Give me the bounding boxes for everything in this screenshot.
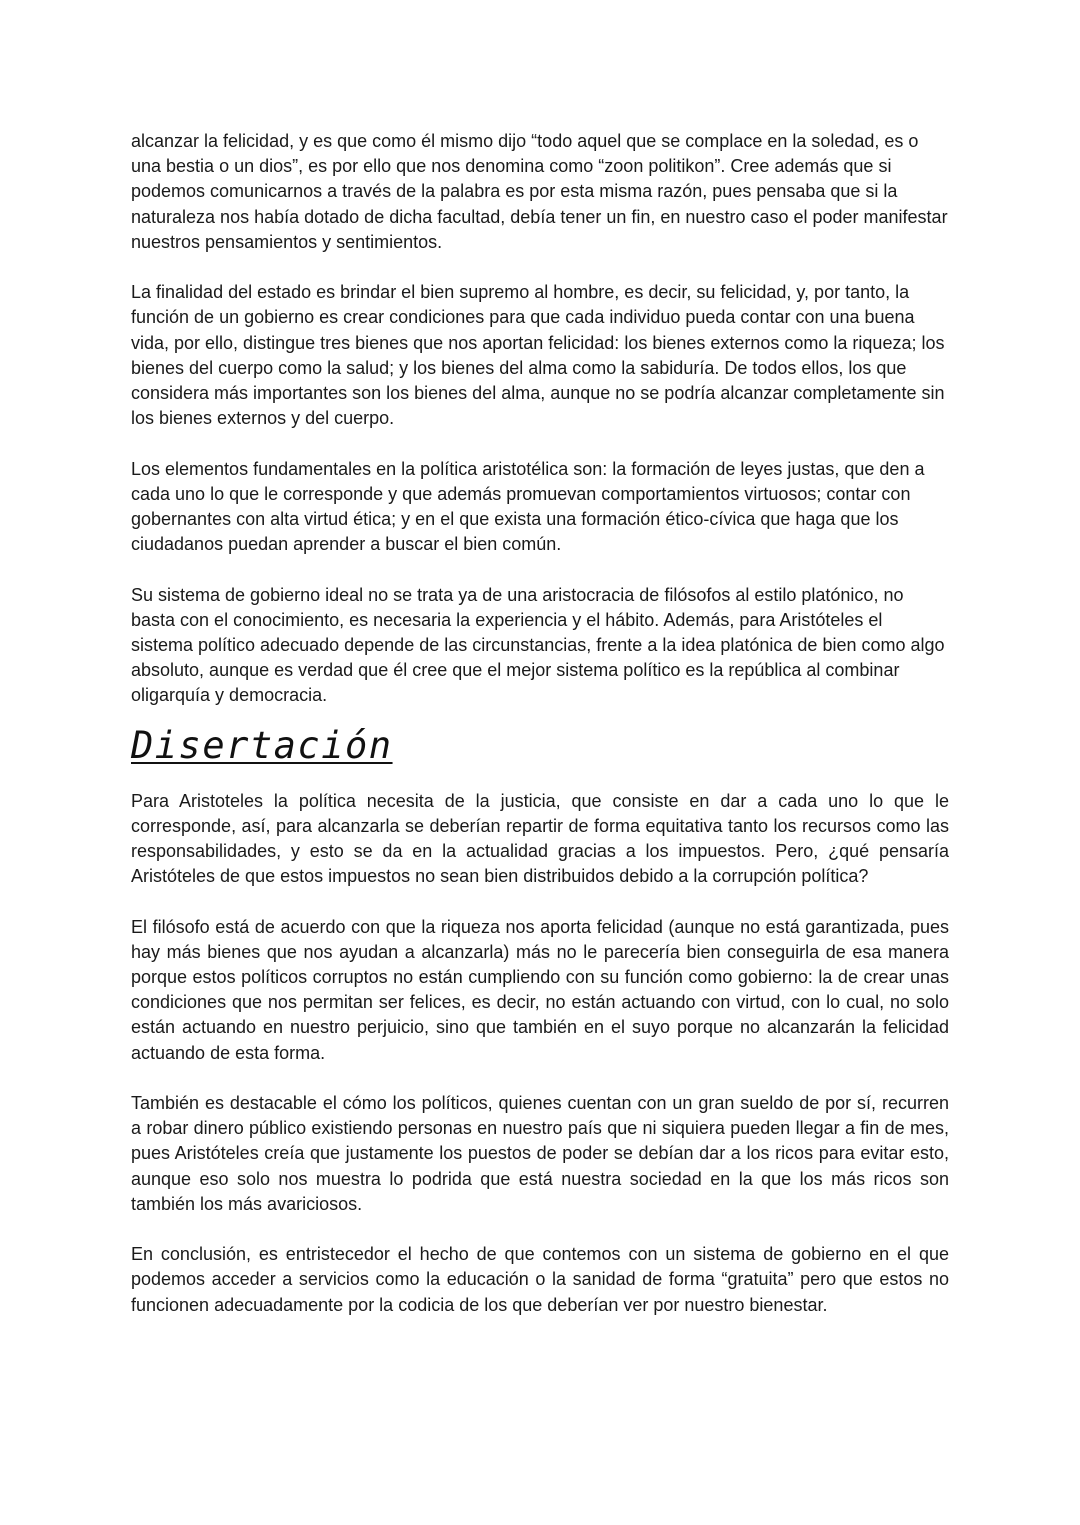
paragraph-zoon-politikon: alcanzar la felicidad, y es que como él mismo dijo “todo aquel que se complace en la soledad, es o una bestia o un dios”, es por ello que nos denomina como “zoon politikon”. Cree además que si podemos comunicarnos a través de la palabra es por esta misma razón, pues pensaba que si la naturaleza nos había dotado de dicha facultad, debía tener un fin, en nuestro caso el poder manifestar nuestros pensamientos y sentimientos. — [131, 131, 948, 252]
section-heading-disertacion: Disertación — [131, 723, 393, 767]
paragraph-riqueza-felicidad: El filósofo está de acuerdo con que la riqueza nos aporta felicidad (aunque no está garantizada, pues hay más bienes que nos ayudan a alcanzarla) más no le parecería bien conseguirla de esa manera porque estos políticos corruptos no están cumpliendo con su función como gobierno: la de crear unas condiciones que nos permitan ser felices, es decir, no están actuando con virtud, con lo cual, no solo están actuando en nuestro perjuicio, sino que también en el suyo porque no alcanzarán la felicidad actuando de esta forma. — [131, 916, 949, 1063]
paragraph-elementos-fundamentales: Los elementos fundamentales en la política aristotélica son: la formación de leyes justas, que den a cada uno lo que le corresponde y que además promuevan comportamientos virtuosos; contar con gobernantes con alta virtud ética; y en el que exista una formación ético-cívica que haga que los ciudadanos puedan aprender a buscar el bien común. — [131, 458, 925, 555]
paragraph-justicia-impuestos: Para Aristoteles la política necesita de la justicia, que consiste en dar a cada uno lo que le corresponde, así, para alcanzarla se deberían repartir de forma equitativa tanto los recursos como las responsabilidades, y esto se da en la actualidad gracias a los impuestos. Pero, ¿qué pensaría Aristóteles de que estos impuestos no sean bien distribuidos debido a la corrupción política? — [131, 790, 949, 887]
paragraph-finalidad-estado: La finalidad del estado es brindar el bien supremo al hombre, es decir, su felicidad, y, por tanto, la función de un gobierno es crear condiciones para que cada individuo pueda contar con una buena vida, por ello, distingue tres bienes que nos aportan felicidad: los bienes externos como la riqueza; los bienes del cuerpo como la salud; y los bienes del alma como la sabiduría. De todos ellos, los que considera más importantes son los bienes del alma, aunque no se podría alcanzar completamente sin los bienes externos y del cuerpo. — [131, 282, 945, 429]
paragraph-conclusion: En conclusión, es entristecedor el hecho de que contemos con un sistema de gobierno en el que podemos acceder a servicios como la educación o la sanidad de forma “gratuita” pero que estos no funcionen adecuadamente por la codicia de los que deberían ver por nuestro bienestar. — [131, 1244, 949, 1315]
paragraph-politicos-sueldo: También es destacable el cómo los políticos, quienes cuentan con un gran sueldo de por sí, recurren a robar dinero público existiendo personas en nuestro país que ni siquiera pueden llegar a fin de mes, pues Aristóteles creía que justamente los puestos de poder se debían dar a los ricos para evitar esto, aunque eso solo nos muestra lo podrida que está nuestra sociedad en la que los más ricos son también los más avariciosos. — [131, 1093, 949, 1214]
paragraph-sistema-gobierno: Su sistema de gobierno ideal no se trata ya de una aristocracia de filósofos al estilo platónico, no basta con el conocimiento, es necesaria la experiencia y el hábito. Además, para Aristóteles el sistema político adecuado depende de las circunstancias, frente a la idea platónica de bien como algo absoluto, aunque es verdad que él cree que el mejor sistema político es la república al combinar oligarquía y democracia. — [131, 584, 945, 706]
document-body — [131, 129, 949, 1318]
